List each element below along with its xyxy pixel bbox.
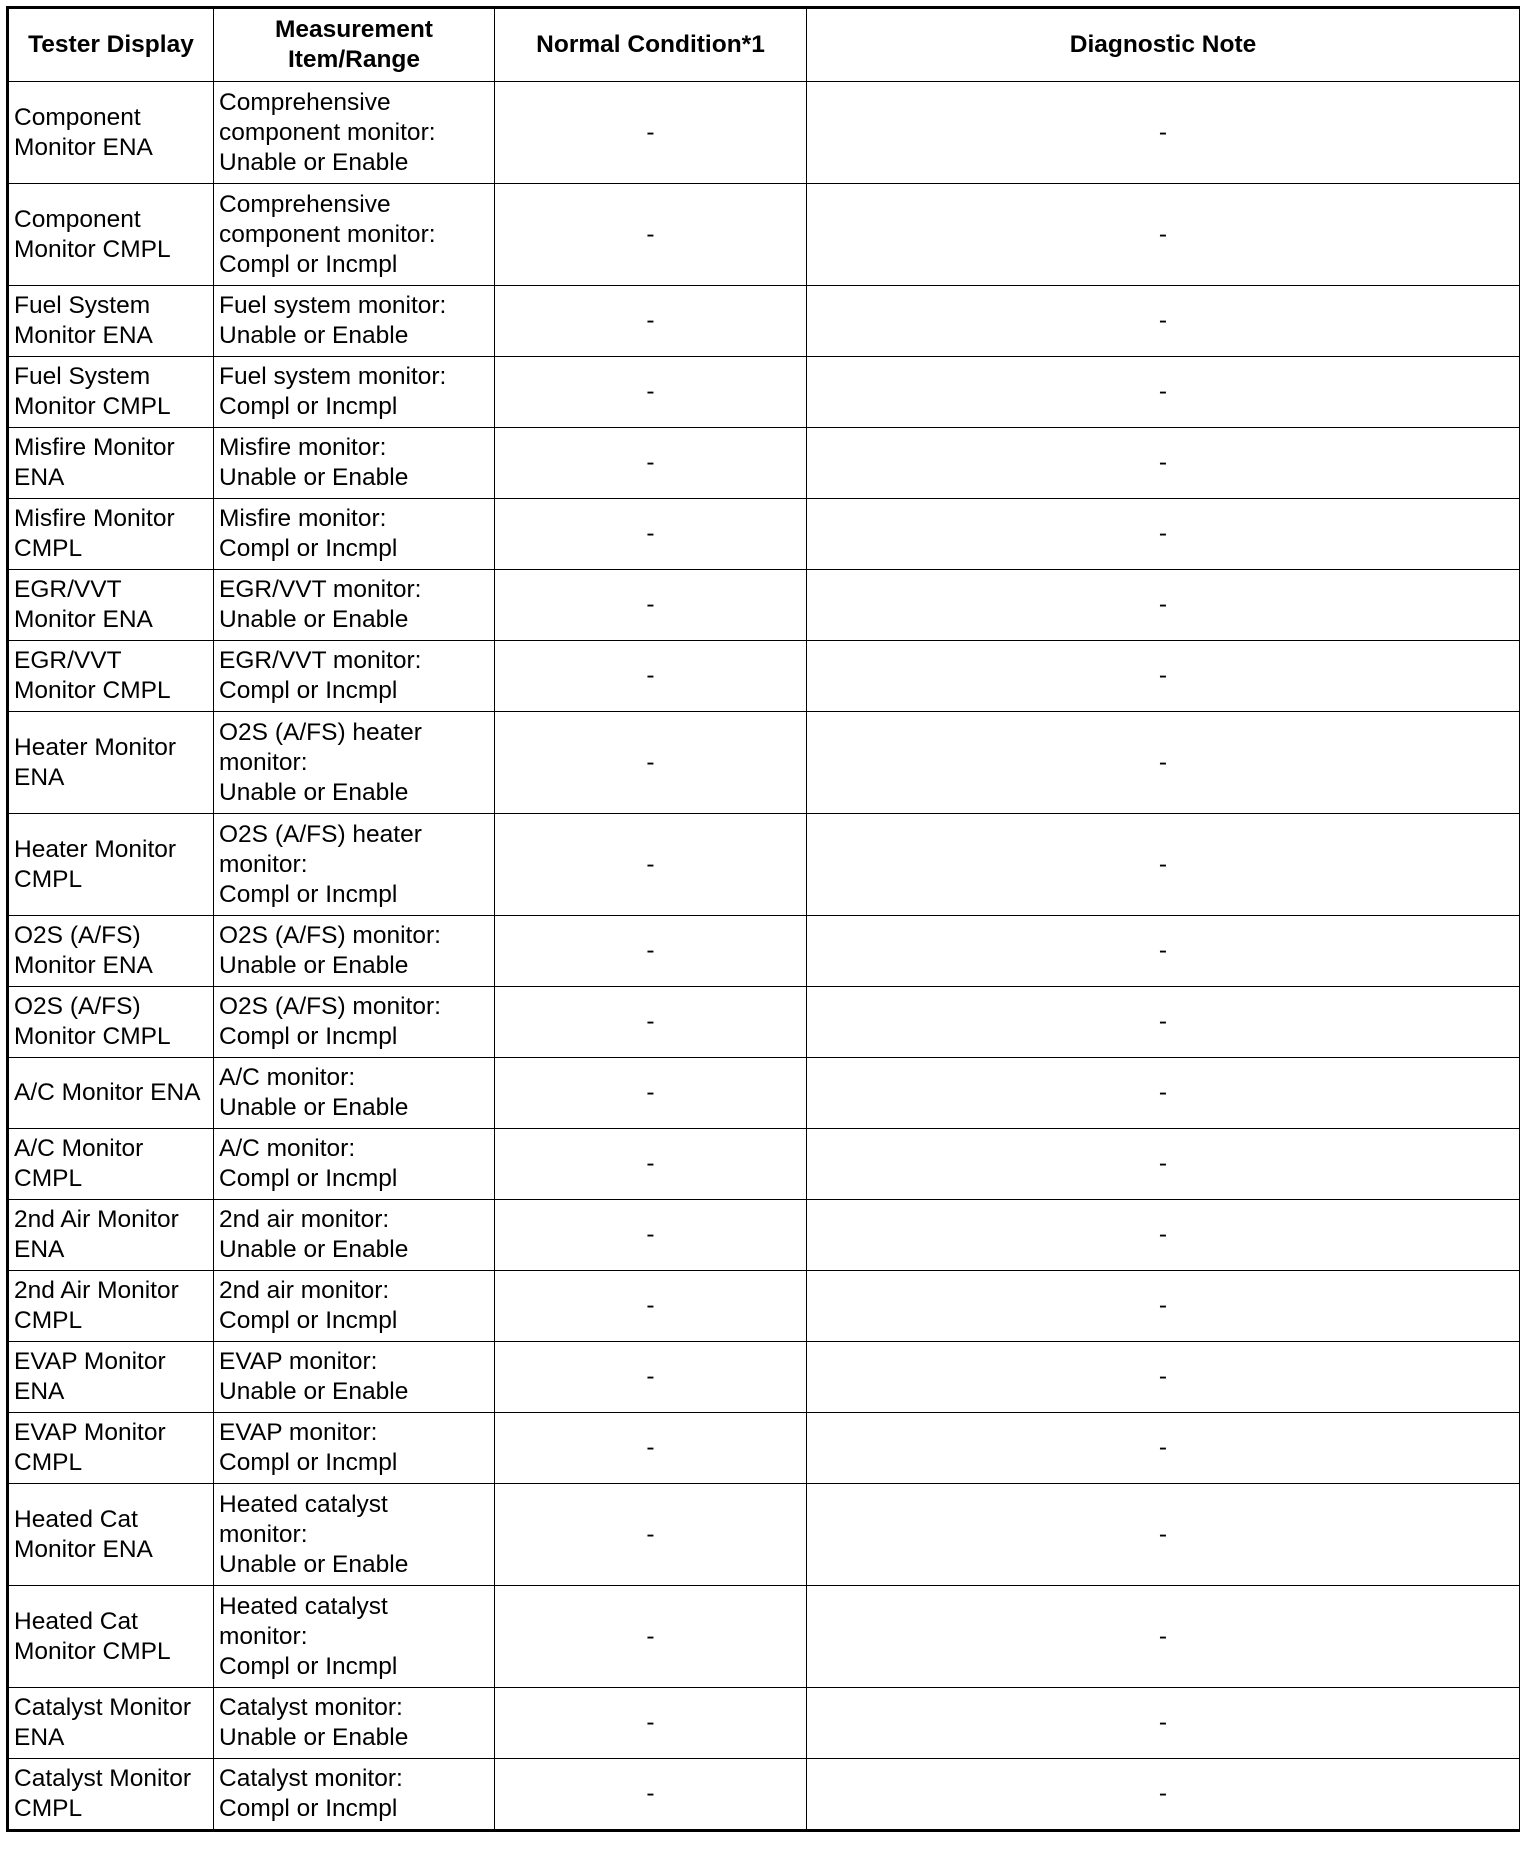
measurement-item-cell-line: Unable or Enable bbox=[219, 1378, 409, 1405]
measurement-item-cell-line: O2S (A/FS) heater bbox=[219, 820, 422, 848]
tester-display-cell bbox=[8, 286, 214, 357]
tester-display-cell-line: ENA bbox=[14, 1236, 65, 1263]
measurement-item-cell-line: Unable or Enable bbox=[219, 1236, 409, 1263]
tester-display-cell bbox=[8, 184, 214, 286]
tester-display-cell bbox=[8, 1271, 214, 1342]
measurement-item-cell-line: EVAP monitor: bbox=[219, 1348, 378, 1375]
normal-condition-cell: - bbox=[495, 987, 807, 1058]
measurement-item-cell-line: Compl or Incmpl bbox=[219, 677, 398, 704]
normal-condition-cell: - bbox=[495, 1759, 807, 1831]
normal-condition-cell: - bbox=[495, 1129, 807, 1200]
measurement-item-cell-line: Comprehensive bbox=[219, 190, 391, 218]
tester-display-cell-line: EGR/VVT bbox=[14, 576, 122, 603]
measurement-item-cell bbox=[214, 1058, 495, 1129]
measurement-item-cell-line: Compl or Incmpl bbox=[219, 1795, 398, 1822]
normal-condition-cell: - bbox=[495, 1484, 807, 1586]
measurement-item-cell bbox=[214, 1586, 495, 1688]
measurement-item-cell-line: Catalyst monitor: bbox=[219, 1694, 403, 1721]
header-row bbox=[8, 8, 1520, 82]
tester-display-cell bbox=[8, 1200, 214, 1271]
table-row bbox=[8, 499, 1520, 570]
data-list-sheet bbox=[6, 6, 1519, 1832]
measurement-item-cell-line: Unable or Enable bbox=[219, 778, 409, 806]
table-row bbox=[8, 1484, 1520, 1586]
table-row bbox=[8, 1586, 1520, 1688]
measurement-item-cell-line: Compl or Incmpl bbox=[219, 535, 398, 562]
measurement-item-cell-line: monitor: bbox=[219, 748, 308, 776]
table-row bbox=[8, 82, 1520, 184]
measurement-item-cell bbox=[214, 1342, 495, 1413]
measurement-item-cell-line: Compl or Incmpl bbox=[219, 393, 398, 420]
tester-display-cell bbox=[8, 428, 214, 499]
measurement-item-cell-line: Unable or Enable bbox=[219, 322, 409, 349]
tester-display-cell bbox=[8, 916, 214, 987]
tester-display-cell-line: 2nd Air Monitor bbox=[14, 1206, 179, 1233]
diagnostic-note-cell: - bbox=[807, 1413, 1520, 1484]
measurement-item-cell-line: EGR/VVT monitor: bbox=[219, 647, 422, 674]
normal-condition-cell: - bbox=[495, 1271, 807, 1342]
measurement-item-cell bbox=[214, 1413, 495, 1484]
measurement-item-cell-line: component monitor: bbox=[219, 118, 436, 146]
measurement-item-cell bbox=[214, 916, 495, 987]
diagnostic-note-cell: - bbox=[807, 82, 1520, 184]
diagnostic-note-cell: - bbox=[807, 712, 1520, 814]
diagnostic-note-cell: - bbox=[807, 1586, 1520, 1688]
diagnostic-note-cell: - bbox=[807, 987, 1520, 1058]
tester-display-cell-line: Heated Cat bbox=[14, 1505, 138, 1533]
measurement-item-cell bbox=[214, 712, 495, 814]
tester-display-cell bbox=[8, 570, 214, 641]
measurement-item-cell-line: Compl or Incmpl bbox=[219, 1652, 398, 1680]
table-row bbox=[8, 184, 1520, 286]
measurement-item-cell-line: Unable or Enable bbox=[219, 1724, 409, 1751]
diagnostic-note-cell: - bbox=[807, 641, 1520, 712]
measurement-item-cell bbox=[214, 1759, 495, 1831]
normal-condition-cell: - bbox=[495, 1413, 807, 1484]
tester-display-cell-line: ENA bbox=[14, 763, 65, 791]
table-row bbox=[8, 1759, 1520, 1831]
monitor-status-table bbox=[6, 6, 1520, 1832]
measurement-item-cell bbox=[214, 428, 495, 499]
diagnostic-note-cell: - bbox=[807, 184, 1520, 286]
tester-display-cell-line: Monitor ENA bbox=[14, 133, 153, 161]
measurement-item-cell-line: O2S (A/FS) heater bbox=[219, 718, 422, 746]
table-row bbox=[8, 1200, 1520, 1271]
table-header bbox=[8, 8, 1520, 82]
diagnostic-note-cell: - bbox=[807, 1200, 1520, 1271]
table-row bbox=[8, 814, 1520, 916]
normal-condition-cell: - bbox=[495, 82, 807, 184]
measurement-item-cell bbox=[214, 570, 495, 641]
measurement-item-cell-line: Misfire monitor: bbox=[219, 434, 387, 461]
tester-display-cell-line: Monitor ENA bbox=[14, 952, 153, 979]
tester-display-cell bbox=[8, 641, 214, 712]
measurement-item-cell-line: 2nd air monitor: bbox=[219, 1206, 390, 1233]
normal-condition-cell: - bbox=[495, 814, 807, 916]
table-row bbox=[8, 712, 1520, 814]
normal-condition-cell: - bbox=[495, 1586, 807, 1688]
tester-display-cell-line: Heater Monitor bbox=[14, 733, 177, 761]
tester-display-cell-line: EVAP Monitor bbox=[14, 1419, 166, 1446]
tester-display-cell bbox=[8, 1484, 214, 1586]
diagnostic-note-cell: - bbox=[807, 499, 1520, 570]
measurement-item-cell bbox=[214, 814, 495, 916]
tester-display-cell bbox=[8, 1688, 214, 1759]
header-measurement-line: Item/Range bbox=[287, 46, 421, 73]
normal-condition-cell: - bbox=[495, 286, 807, 357]
measurement-item-cell-line: Compl or Incmpl bbox=[219, 880, 398, 908]
measurement-item-cell-line: Unable or Enable bbox=[219, 464, 409, 491]
measurement-item-cell-line: 2nd air monitor: bbox=[219, 1277, 390, 1304]
normal-condition-cell: - bbox=[495, 570, 807, 641]
table-row bbox=[8, 1342, 1520, 1413]
normal-condition-cell: - bbox=[495, 712, 807, 814]
measurement-item-cell-line: Unable or Enable bbox=[219, 148, 409, 176]
measurement-item-cell-line: Comprehensive bbox=[219, 88, 391, 116]
header-diagnostic-note: Diagnostic Note bbox=[807, 8, 1520, 82]
diagnostic-note-cell: - bbox=[807, 428, 1520, 499]
measurement-item-cell-line: monitor: bbox=[219, 1520, 308, 1548]
tester-display-cell bbox=[8, 499, 214, 570]
measurement-item-cell-line: Misfire monitor: bbox=[219, 505, 387, 532]
header-normal-condition: Normal Condition*1 bbox=[495, 8, 807, 82]
measurement-item-cell-line: monitor: bbox=[219, 850, 308, 878]
measurement-item-cell-line: Unable or Enable bbox=[219, 1550, 409, 1578]
table-row bbox=[8, 1129, 1520, 1200]
table-row bbox=[8, 1271, 1520, 1342]
measurement-item-cell-line: Unable or Enable bbox=[219, 606, 409, 633]
tester-display-cell-line: ENA bbox=[14, 464, 65, 491]
measurement-item-cell-line: Fuel system monitor: bbox=[219, 363, 447, 390]
tester-display-cell bbox=[8, 987, 214, 1058]
diagnostic-note-cell: - bbox=[807, 1484, 1520, 1586]
tester-display-cell-line: O2S (A/FS) bbox=[14, 922, 141, 949]
normal-condition-cell: - bbox=[495, 1688, 807, 1759]
tester-display-cell-line: Misfire Monitor bbox=[14, 505, 175, 532]
tester-display-cell bbox=[8, 1586, 214, 1688]
header-measurement-line: Measurement bbox=[275, 16, 433, 43]
measurement-item-cell bbox=[214, 1200, 495, 1271]
tester-display-cell-line: CMPL bbox=[14, 865, 83, 893]
tester-display-cell-line: CMPL bbox=[14, 1795, 83, 1822]
measurement-item-cell bbox=[214, 1129, 495, 1200]
tester-display-cell-line: Monitor CMPL bbox=[14, 393, 171, 420]
tester-display-cell-line: Heater Monitor bbox=[14, 835, 177, 863]
measurement-item-cell-line: Unable or Enable bbox=[219, 952, 409, 979]
tester-display-cell bbox=[8, 357, 214, 428]
measurement-item-cell-line: EVAP monitor: bbox=[219, 1419, 378, 1446]
tester-display-cell bbox=[8, 814, 214, 916]
measurement-item-cell-line: monitor: bbox=[219, 1622, 308, 1650]
tester-display-cell-line: Fuel System bbox=[14, 363, 151, 390]
header-measurement-item-range bbox=[214, 8, 495, 82]
table-row bbox=[8, 1058, 1520, 1129]
table-row bbox=[8, 987, 1520, 1058]
measurement-item-cell-line: Heated catalyst bbox=[219, 1490, 388, 1518]
tester-display-cell-line: CMPL bbox=[14, 1449, 83, 1476]
diagnostic-note-cell: - bbox=[807, 1271, 1520, 1342]
measurement-item-cell-line: EGR/VVT monitor: bbox=[219, 576, 422, 603]
tester-display-cell-line: EVAP Monitor bbox=[14, 1348, 166, 1375]
measurement-item-cell-line: Compl or Incmpl bbox=[219, 1307, 398, 1334]
diagnostic-note-cell: - bbox=[807, 570, 1520, 641]
tester-display-cell-line: Catalyst Monitor bbox=[14, 1765, 192, 1792]
normal-condition-cell: - bbox=[495, 184, 807, 286]
tester-display-cell-line: Monitor ENA bbox=[14, 606, 153, 633]
tester-display-cell-line: Component bbox=[14, 205, 141, 233]
tester-display-cell-line: Catalyst Monitor bbox=[14, 1694, 192, 1721]
measurement-item-cell-line: Compl or Incmpl bbox=[219, 1023, 398, 1050]
table-body bbox=[8, 82, 1520, 1831]
measurement-item-cell-line: O2S (A/FS) monitor: bbox=[219, 922, 441, 949]
normal-condition-cell: - bbox=[495, 1342, 807, 1413]
tester-display-cell-line: Monitor CMPL bbox=[14, 1023, 171, 1050]
measurement-item-cell-line: Heated catalyst bbox=[219, 1592, 388, 1620]
tester-display-cell-line: A/C Monitor ENA bbox=[14, 1079, 201, 1106]
header-tester-display: Tester Display bbox=[8, 8, 214, 82]
diagnostic-note-cell: - bbox=[807, 1129, 1520, 1200]
tester-display-cell-line: Fuel System bbox=[14, 292, 151, 319]
measurement-item-cell bbox=[214, 1271, 495, 1342]
tester-display-cell-line: Heated Cat bbox=[14, 1607, 138, 1635]
normal-condition-cell: - bbox=[495, 1058, 807, 1129]
table-row bbox=[8, 1688, 1520, 1759]
tester-display-cell bbox=[8, 1058, 214, 1129]
measurement-item-cell-line: A/C monitor: bbox=[219, 1135, 356, 1162]
tester-display-cell bbox=[8, 1342, 214, 1413]
tester-display-cell-line: ENA bbox=[14, 1378, 65, 1405]
tester-display-cell-line: Monitor CMPL bbox=[14, 677, 171, 704]
measurement-item-cell bbox=[214, 987, 495, 1058]
tester-display-cell-line: CMPL bbox=[14, 535, 83, 562]
measurement-item-cell bbox=[214, 357, 495, 428]
tester-display-cell bbox=[8, 1759, 214, 1831]
normal-condition-cell: - bbox=[495, 499, 807, 570]
table-row bbox=[8, 286, 1520, 357]
tester-display-cell-line: O2S (A/FS) bbox=[14, 993, 141, 1020]
tester-display-cell-line: Monitor CMPL bbox=[14, 1637, 171, 1665]
table-row bbox=[8, 641, 1520, 712]
measurement-item-cell bbox=[214, 1484, 495, 1586]
diagnostic-note-cell: - bbox=[807, 357, 1520, 428]
tester-display-cell-line: ENA bbox=[14, 1724, 65, 1751]
tester-display-cell-line: Monitor ENA bbox=[14, 322, 153, 349]
tester-display-cell-line: CMPL bbox=[14, 1307, 83, 1334]
measurement-item-cell-line: Compl or Incmpl bbox=[219, 1165, 398, 1192]
normal-condition-cell: - bbox=[495, 357, 807, 428]
measurement-item-cell-line: Compl or Incmpl bbox=[219, 1449, 398, 1476]
measurement-item-cell bbox=[214, 286, 495, 357]
measurement-item-cell bbox=[214, 641, 495, 712]
measurement-item-cell-line: Catalyst monitor: bbox=[219, 1765, 403, 1792]
normal-condition-cell: - bbox=[495, 428, 807, 499]
measurement-item-cell-line: component monitor: bbox=[219, 220, 436, 248]
diagnostic-note-cell: - bbox=[807, 286, 1520, 357]
measurement-item-cell-line: A/C monitor: bbox=[219, 1064, 356, 1091]
table-row bbox=[8, 570, 1520, 641]
tester-display-cell-line: A/C Monitor bbox=[14, 1135, 144, 1162]
table-row bbox=[8, 357, 1520, 428]
diagnostic-note-cell: - bbox=[807, 1759, 1520, 1831]
normal-condition-cell: - bbox=[495, 641, 807, 712]
tester-display-cell bbox=[8, 1413, 214, 1484]
measurement-item-cell-line: Fuel system monitor: bbox=[219, 292, 447, 319]
diagnostic-note-cell: - bbox=[807, 814, 1520, 916]
table-row bbox=[8, 1413, 1520, 1484]
measurement-item-cell bbox=[214, 1688, 495, 1759]
diagnostic-note-cell: - bbox=[807, 1342, 1520, 1413]
tester-display-cell bbox=[8, 1129, 214, 1200]
tester-display-cell-line: 2nd Air Monitor bbox=[14, 1277, 179, 1304]
measurement-item-cell-line: O2S (A/FS) monitor: bbox=[219, 993, 441, 1020]
normal-condition-cell: - bbox=[495, 1200, 807, 1271]
table-row bbox=[8, 428, 1520, 499]
table-row bbox=[8, 916, 1520, 987]
tester-display-cell-line: Monitor CMPL bbox=[14, 235, 171, 263]
tester-display-cell-line: CMPL bbox=[14, 1165, 83, 1192]
tester-display-cell-line: Component bbox=[14, 103, 141, 131]
tester-display-cell bbox=[8, 82, 214, 184]
diagnostic-note-cell: - bbox=[807, 916, 1520, 987]
measurement-item-cell bbox=[214, 184, 495, 286]
normal-condition-cell: - bbox=[495, 916, 807, 987]
measurement-item-cell-line: Unable or Enable bbox=[219, 1094, 409, 1121]
tester-display-cell-line: Misfire Monitor bbox=[14, 434, 175, 461]
measurement-item-cell-line: Compl or Incmpl bbox=[219, 250, 398, 278]
measurement-item-cell bbox=[214, 82, 495, 184]
diagnostic-note-cell: - bbox=[807, 1688, 1520, 1759]
measurement-item-cell bbox=[214, 499, 495, 570]
tester-display-cell-line: EGR/VVT bbox=[14, 647, 122, 674]
diagnostic-note-cell: - bbox=[807, 1058, 1520, 1129]
tester-display-cell-line: Monitor ENA bbox=[14, 1535, 153, 1563]
tester-display-cell bbox=[8, 712, 214, 814]
